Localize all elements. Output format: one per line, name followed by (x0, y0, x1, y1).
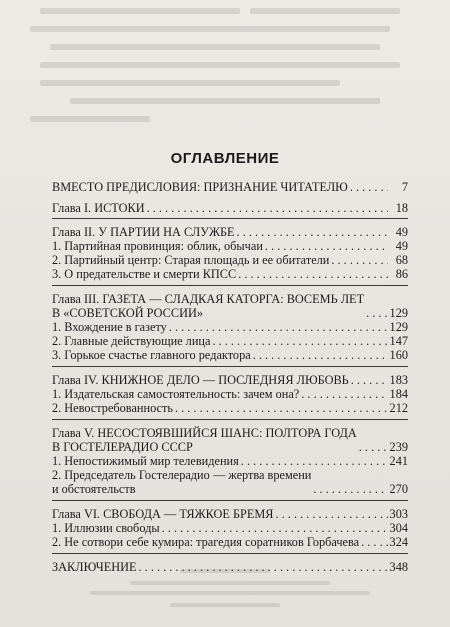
dot-leader (265, 239, 388, 253)
toc-entry-title-continued: В «СОВЕТСКОЙ РОССИИ» (52, 306, 203, 320)
toc-entry-section[interactable] (52, 334, 408, 348)
toc-entry-chapter-6[interactable] (52, 507, 408, 521)
dot-leader (313, 482, 387, 496)
toc-entry-page: 147 (389, 334, 408, 348)
divider (52, 285, 408, 286)
toc-entry-page: 86 (395, 267, 408, 281)
dot-leader (361, 535, 387, 549)
toc-entry-page: 239 (389, 440, 408, 454)
toc-entry-page: 348 (389, 560, 408, 574)
toc-entry-title: 2. Главные действующие лица (52, 334, 211, 348)
toc-entry-chapter-2[interactable] (52, 225, 408, 239)
toc-entry-section[interactable] (52, 535, 408, 549)
dot-leader (175, 401, 388, 415)
toc-entry-title: 2. Председатель Гостелерадио — жертва времени (52, 468, 312, 482)
dot-leader (212, 334, 387, 348)
dot-leader (351, 373, 388, 387)
dot-leader (162, 521, 388, 535)
toc-entry-title: ЗАКЛЮЧЕНИЕ (52, 560, 137, 574)
dot-leader (350, 180, 388, 194)
toc-entry-title: 1. Вхождение в газету (52, 320, 167, 334)
toc-entry-page: 129 (389, 306, 408, 320)
toc-entry-title: 3. О предательстве и смерти КПСС (52, 267, 237, 281)
toc-entry-page: 18 (395, 201, 408, 215)
toc-entry-title: 2. Не сотвори себе кумира: трагедия соратников Горбачева (52, 535, 360, 549)
dot-leader (366, 306, 387, 320)
toc-entry-page: 129 (389, 320, 408, 334)
dot-leader (241, 454, 388, 468)
divider (52, 218, 408, 219)
dot-leader (253, 348, 388, 362)
toc-entry-title: 1. Издательская самостоятельность: зачем она? (52, 387, 300, 401)
toc-entry-page: 68 (395, 253, 408, 267)
toc-entry-title: Глава VI. СВОБОДА — ТЯЖКОЕ БРЕМЯ (52, 507, 274, 521)
toc-entry-title: Глава I. ИСТОКИ (52, 201, 145, 215)
toc-entry-page: 270 (389, 482, 408, 496)
toc-entry-chapter-4[interactable] (52, 373, 408, 387)
toc-entry-title: 1. Непостижимый мир телевидения (52, 454, 239, 468)
toc-entry-page: 183 (389, 373, 408, 387)
bleed-through-text (0, 0, 450, 130)
toc-entry-section[interactable] (52, 267, 408, 281)
dot-leader (276, 507, 388, 521)
divider (52, 553, 408, 554)
bleed-through-text-bottom (70, 565, 380, 615)
dot-leader (147, 201, 388, 215)
toc-entry-title: 2. Невостребованность (52, 401, 173, 415)
table-of-contents (52, 180, 408, 574)
toc-entry-title: 1. Партийная провинция: облик, обычаи (52, 239, 263, 253)
divider (52, 366, 408, 367)
divider (52, 500, 408, 501)
toc-entry-title: Глава III. ГАЗЕТА — СЛАДКАЯ КАТОРГА: ВОСЕМЬ ЛЕТ (52, 292, 365, 306)
toc-entry-chapter-5[interactable] (52, 426, 408, 454)
toc-entry-section[interactable] (52, 253, 408, 267)
dot-leader (237, 225, 388, 239)
toc-entry-section[interactable] (52, 348, 408, 362)
toc-entry-title: 2. Партийный центр: Старая площадь и ее обитатели (52, 253, 330, 267)
toc-entry-section[interactable] (52, 387, 408, 401)
toc-entry-page: 160 (389, 348, 408, 362)
toc-entry-page: 241 (389, 454, 408, 468)
toc-heading: ОГЛАВЛЕНИЕ (170, 150, 280, 167)
toc-entry-section[interactable] (52, 521, 408, 535)
toc-entry-title: ВМЕСТО ПРЕДИСЛОВИЯ: ПРИЗНАНИЕ ЧИТАТЕЛЮ (52, 180, 348, 194)
toc-entry-page: 184 (389, 387, 408, 401)
toc-entry-title-continued: В ГОСТЕЛЕРАДИО СССР (52, 440, 193, 454)
toc-entry-section[interactable] (52, 239, 408, 253)
toc-entry-section[interactable] (52, 401, 408, 415)
dot-leader (169, 320, 388, 334)
dot-leader (359, 440, 388, 454)
dot-leader (331, 253, 388, 267)
toc-entry-chapter-3[interactable] (52, 292, 408, 320)
toc-entry-title-continued: и обстоятельств (52, 482, 136, 496)
toc-entry-title: Глава IV. КНИЖНОЕ ДЕЛО — ПОСЛЕДНЯЯ ЛЮБОВЬ (52, 373, 349, 387)
toc-entry-foreword[interactable] (52, 180, 408, 194)
toc-entry-page: 49 (395, 239, 408, 253)
toc-entry-section[interactable] (52, 468, 408, 496)
toc-entry-page: 49 (395, 225, 408, 239)
toc-entry-chapter-1[interactable] (52, 201, 408, 215)
divider (52, 419, 408, 420)
toc-entry-title: 1. Иллюзии свободы (52, 521, 160, 535)
toc-entry-section[interactable] (52, 320, 408, 334)
toc-entry-page: 303 (389, 507, 408, 521)
dot-leader (238, 267, 388, 281)
toc-entry-page: 7 (401, 180, 408, 194)
toc-entry-page: 324 (389, 535, 408, 549)
toc-entry-page: 212 (389, 401, 408, 415)
toc-entry-section[interactable] (52, 454, 408, 468)
dot-leader (301, 387, 387, 401)
toc-entry-title: 3. Горькое счастье главного редактора (52, 348, 251, 362)
toc-entry-page: 304 (389, 521, 408, 535)
toc-entry-title: Глава II. У ПАРТИИ НА СЛУЖБЕ (52, 225, 235, 239)
toc-entry-title: Глава V. НЕСОСТОЯВШИЙСЯ ШАНС: ПОЛТОРА ГОДА (52, 426, 357, 440)
